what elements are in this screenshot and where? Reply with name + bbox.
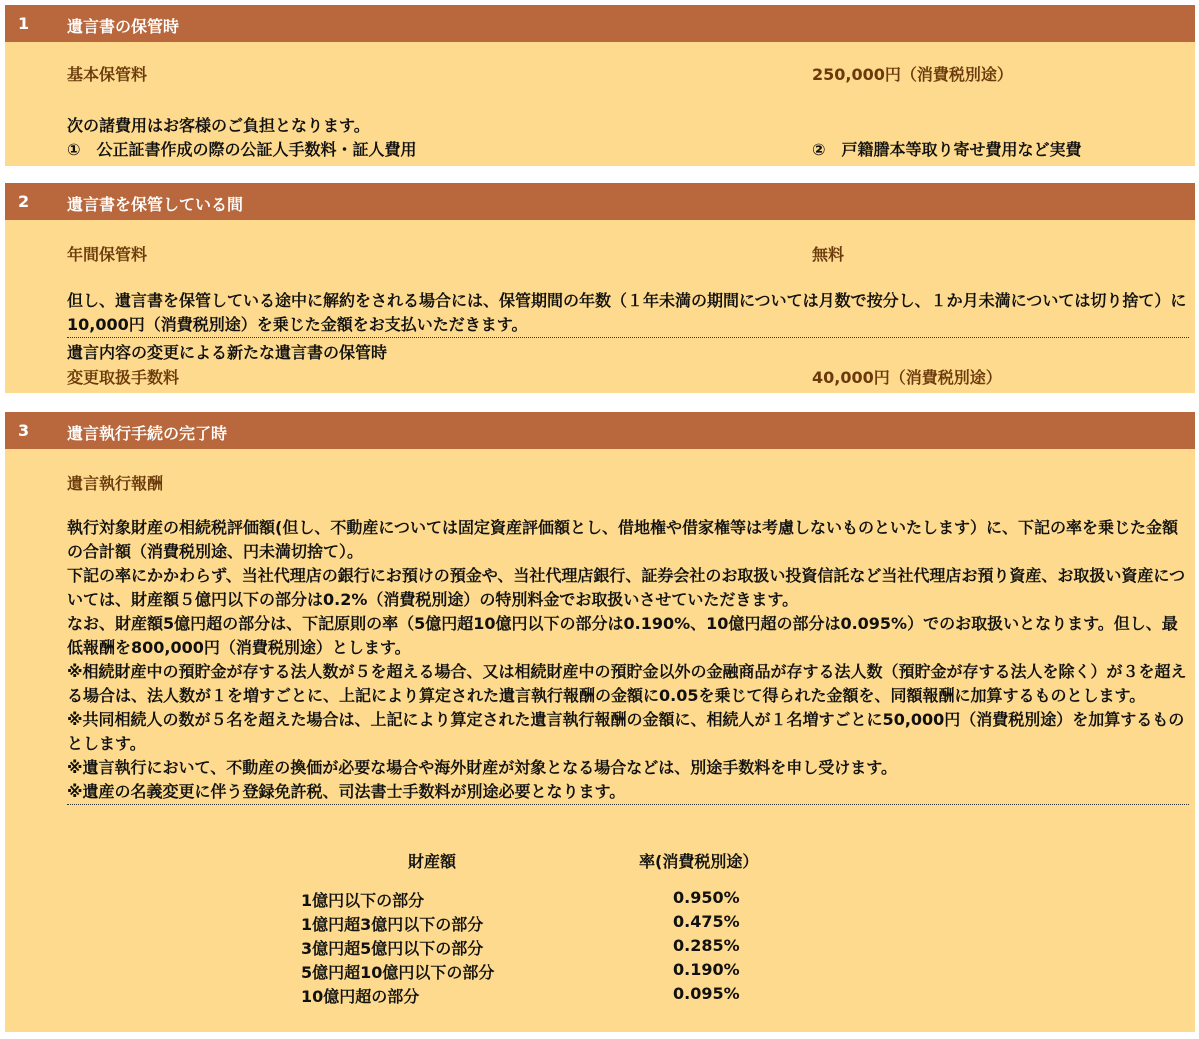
rate-value: 0.190%	[673, 960, 740, 979]
section-title: 遺言執行手続の完了時	[67, 424, 228, 443]
rate-range: 1億円以下の部分	[301, 891, 425, 910]
change-fee-value: 40,000円（消費税別途）	[812, 368, 1002, 387]
paragraph: 執行対象財産の相続税評価額(但し、不動産については固定資産評価額とし、借地権や借家権等は考慮しないものといたします）に、下記の率を乗じた金額の合計額（消費税別途、円未満切捨て）。	[67, 518, 1178, 561]
rate-value: 0.285%	[673, 936, 740, 955]
section-header	[5, 5, 1195, 42]
paragraph: ※相続財産中の預貯金が存する法人数が５を超える場合、又は相続財産中の預貯金以外の金融商品が存する法人数（預貯金が存する法人を除く）が３を超える場合は、法人数が１を増すごとに、上記により算定された遺言執行報酬の金額に0.05を乗じて得られた金額を、同額報酬に加算するものとします。	[67, 662, 1187, 705]
fee-label: 遺言執行報酬	[67, 474, 164, 493]
fee-label: 年間保管料	[67, 245, 148, 264]
section-title: 遺言書を保管している間	[67, 195, 244, 214]
cost-item-2: ② 戸籍謄本等取り寄せ費用など実費	[812, 140, 1082, 159]
change-title: 遺言内容の変更による新たな遺言書の保管時	[67, 343, 388, 362]
fee-description	[67, 516, 1189, 805]
section-header	[5, 183, 1195, 220]
rate-table-row	[5, 960, 1195, 984]
rate-range: 3億円超5億円以下の部分	[301, 939, 484, 958]
paragraph: ※遺言執行において、不動産の換価が必要な場合や海外財産が対象となる場合などは、別途手数料を申し受けます。	[67, 758, 897, 777]
rate-table-row	[5, 936, 1195, 960]
rate-table-header-amount: 財産額	[408, 852, 457, 871]
rate-range: 5億円超10億円以下の部分	[301, 963, 495, 982]
section-number: 2	[18, 192, 30, 211]
paragraph: ※共同相続人の数が５名を超えた場合は、上記により算定された遺言執行報酬の金額に、相続人が１名増すごとに50,000円（消費税別途）を加算するものとします。	[67, 710, 1185, 753]
rate-table-row	[5, 984, 1195, 1008]
change-fee-label: 変更取扱手数料	[67, 368, 180, 387]
section-execution-complete	[5, 412, 1195, 1032]
rate-table-row	[5, 888, 1195, 912]
section-number: 1	[18, 14, 30, 33]
rate-table-header-rate: 率(消費税別途）	[639, 852, 759, 871]
rate-table-row	[5, 912, 1195, 936]
fee-label: 基本保管料	[67, 65, 148, 84]
rate-value: 0.475%	[673, 912, 740, 931]
cancellation-note: 但し、遺言書を保管している途中に解約をされる場合には、保管期間の年数（１年未満の期間については月数で按分し、１か月未満については切り捨て）に10,000円（消費税別途）を乗じた金額をお支払いただきます。	[67, 289, 1189, 338]
rate-range: 10億円超の部分	[301, 987, 420, 1006]
paragraph: ※遺産の名義変更に伴う登録免許税、司法書士手数料が別途必要となります。	[67, 780, 1189, 805]
fee-value: 無料	[812, 245, 845, 264]
cost-item-1: ① 公正証書作成の際の公証人手数料・証人費用	[67, 140, 417, 159]
cost-note: 次の諸費用はお客様のご負担となります。	[67, 116, 370, 135]
rate-value: 0.950%	[673, 888, 740, 907]
section-number: 3	[18, 421, 30, 440]
rate-value: 0.095%	[673, 984, 740, 1003]
section-header	[5, 412, 1195, 449]
section-title: 遺言書の保管時	[67, 17, 180, 36]
rate-range: 1億円超3億円以下の部分	[301, 915, 484, 934]
paragraph: なお、財産額5億円超の部分は、下記原則の率（5億円超10億円以下の部分は0.190%、10億円超の部分は0.095%）でのお取扱いとなります。但し、最低報酬を800,000円（消費税別途）とします。	[67, 614, 1178, 657]
fee-value: 250,000円（消費税別途）	[812, 65, 1013, 84]
section-storage-time	[5, 5, 1195, 166]
section-during-storage	[5, 183, 1195, 393]
paragraph: 下記の率にかかわらず、当社代理店の銀行にお預けの預金や、当社代理店銀行、証券会社のお取扱い投資信託など当社代理店お預り資産、お取扱い資産については、財産額５億円以下の部分は0.2%（消費税別途）の特別料金でお取扱いさせていただきます。	[67, 566, 1186, 609]
